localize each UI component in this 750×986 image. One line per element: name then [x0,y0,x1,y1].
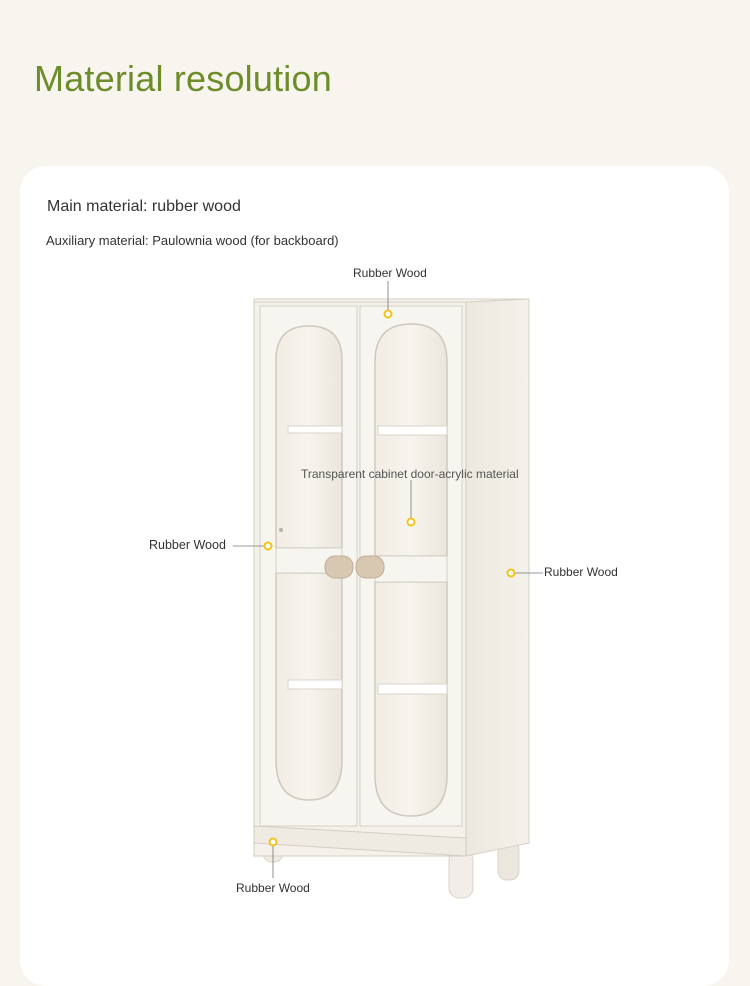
callout-left-label: Rubber Wood [149,538,226,552]
auxiliary-material-text: Auxiliary material: Paulownia wood (for backboard) [46,233,339,248]
left-glass [276,326,342,548]
page-title: Material resolution [34,58,332,99]
callout-left-marker [233,543,272,550]
callout-top-label: Rubber Wood [353,266,427,280]
callout-glass-label: Transparent cabinet door-acrylic material [301,467,519,481]
cabinet-side-panel [466,299,529,856]
callout-leg-label: Rubber Wood [236,881,310,895]
callout-right-label: Rubber Wood [544,565,618,579]
main-material-text: Main material: rubber wood [47,198,241,215]
